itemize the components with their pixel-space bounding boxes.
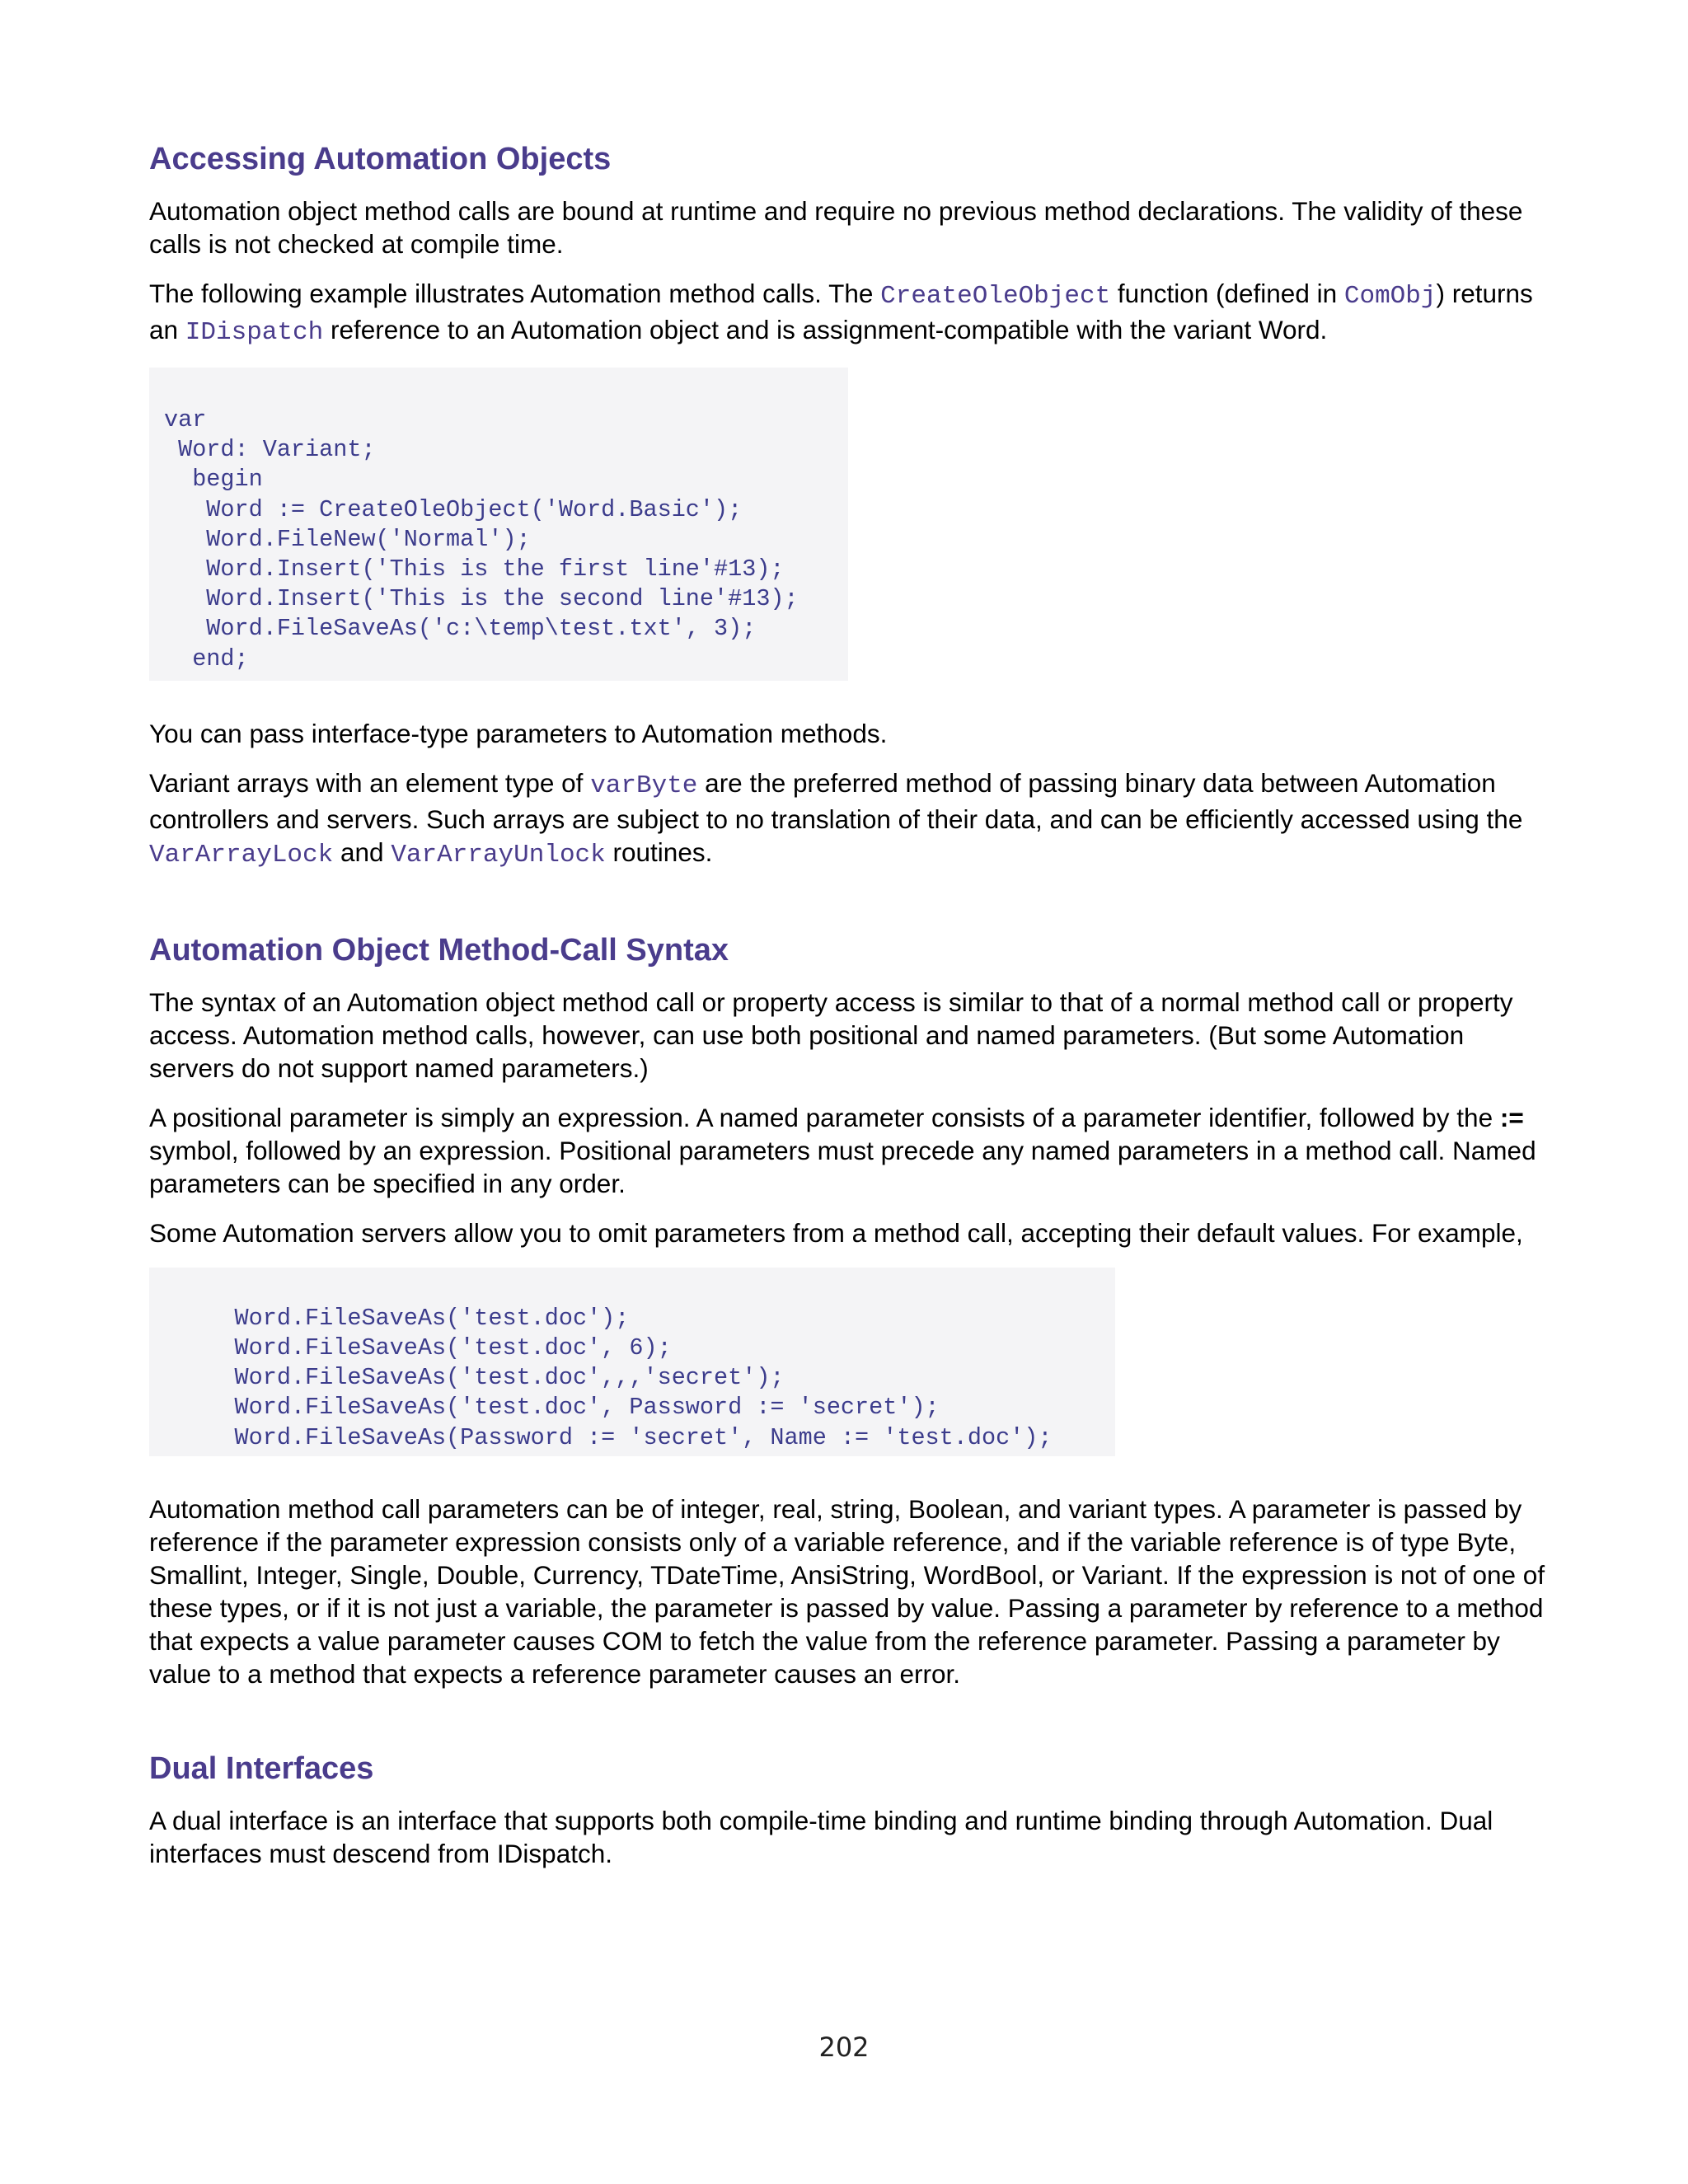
text-run: ) returns an <box>149 279 1533 344</box>
section-spacer <box>149 1707 1550 1750</box>
paragraph: Automation object method calls are bound at runtime and require no previous method declarations. The validity of these calls is not checked at compile time. <box>149 196 1523 259</box>
paragraph: Automation method call parameters can be of integer, real, string, Boolean, and variant types. A parameter is passed by reference if the parameter expression consists only of a variable reference, and if the variable reference is of type Byte, Smallint, Integer, Single, Double, Currency, TDateTime, AnsiString, WordBool, or Variant. If the expression is not of one of these types, or if it is not just a variable, the parameter is passed by value. Passing a parameter by reference to a method that expects a value parameter causes COM to fetch the value from the reference parameter. Passing a parameter by value to a method that expects a reference parameter causes an error. <box>149 1493 1545 1689</box>
paragraph: The syntax of an Automation object method call or property access is similar to that of a normal method call or property access. Automation method calls, however, can use both positional and named parameters. (But some Automation servers do not support named parameters.) <box>149 987 1513 1083</box>
paragraph <box>149 1101 1550 1200</box>
paragraph <box>149 277 1550 349</box>
assignment-symbol: := <box>1499 1102 1524 1132</box>
inline-code-vararrayunlock: VarArrayUnlock <box>391 840 606 869</box>
text-run: symbol, followed by an expression. Positional parameters must precede any named parameters in a method call. Named parameters can be specified in any order. <box>149 1135 1536 1198</box>
paragraph: A dual interface is an interface that supports both compile-time binding and runtime binding through Automation. Dual interfaces must descend from IDispatch. <box>149 1805 1493 1868</box>
section-heading-accessing-automation-objects: Accessing Automation Objects <box>149 142 612 176</box>
inline-code-vararraylock: VarArrayLock <box>149 840 334 869</box>
section-heading-dual-interfaces: Dual Interfaces <box>149 1750 374 1786</box>
text-run: reference to an Automation object and is assignment-compatible with the variant Word. <box>323 315 1328 344</box>
text-run: and <box>333 837 392 867</box>
code-block-filesaveas-example: Word.FileSaveAs('test.doc'); Word.FileSaveAs('test.doc', 6); Word.FileSaveAs('test.doc',,,'secret'); Word.FileSaveAs('test.doc', Password := 'secret'); Word.FileSaveAs(Password := 'secret', Name := 'test.doc'); <box>149 1268 1115 1456</box>
document-page <box>149 140 1550 1886</box>
inline-code-createoleobject: CreateOleObject <box>880 282 1111 311</box>
inline-code-comobj: ComObj <box>1343 282 1437 311</box>
section-spacer <box>149 888 1550 931</box>
text-run: The following example illustrates Automation method calls. The <box>149 279 881 308</box>
code-block-word-example: var Word: Variant; begin Word := CreateOleObject('Word.Basic'); Word.FileNew('Normal'); Word.Insert('This is the first line'#13); Word.Insert('This is the second line'#13); Word.FileSaveAs('c:\temp\test.txt', 3); end; <box>149 368 848 681</box>
text-run: function (defined in <box>1110 279 1344 308</box>
section-heading-method-call-syntax: Automation Object Method-Call Syntax <box>149 932 729 968</box>
text-run: Variant arrays with an element type of <box>149 767 591 798</box>
paragraph: Some Automation servers allow you to omit parameters from a method call, accepting their default values. For example, <box>149 1217 1523 1248</box>
inline-code-varbyte: varByte <box>590 771 698 800</box>
inline-code-idispatch: IDispatch <box>185 318 324 347</box>
paragraph: You can pass interface-type parameters to Automation methods. <box>149 718 888 748</box>
paragraph <box>149 766 1550 872</box>
text-run: routines. <box>605 837 713 867</box>
page-number: 202 <box>818 2032 870 2063</box>
text-run: are the preferred method of passing binary data between Automation controllers and servers. Such arrays are subject to no translation of their data, and can be efficiently accessed using the <box>149 767 1523 834</box>
text-run: A positional parameter is simply an expression. A named parameter consists of a parameter identifier, followed by the <box>149 1102 1500 1132</box>
